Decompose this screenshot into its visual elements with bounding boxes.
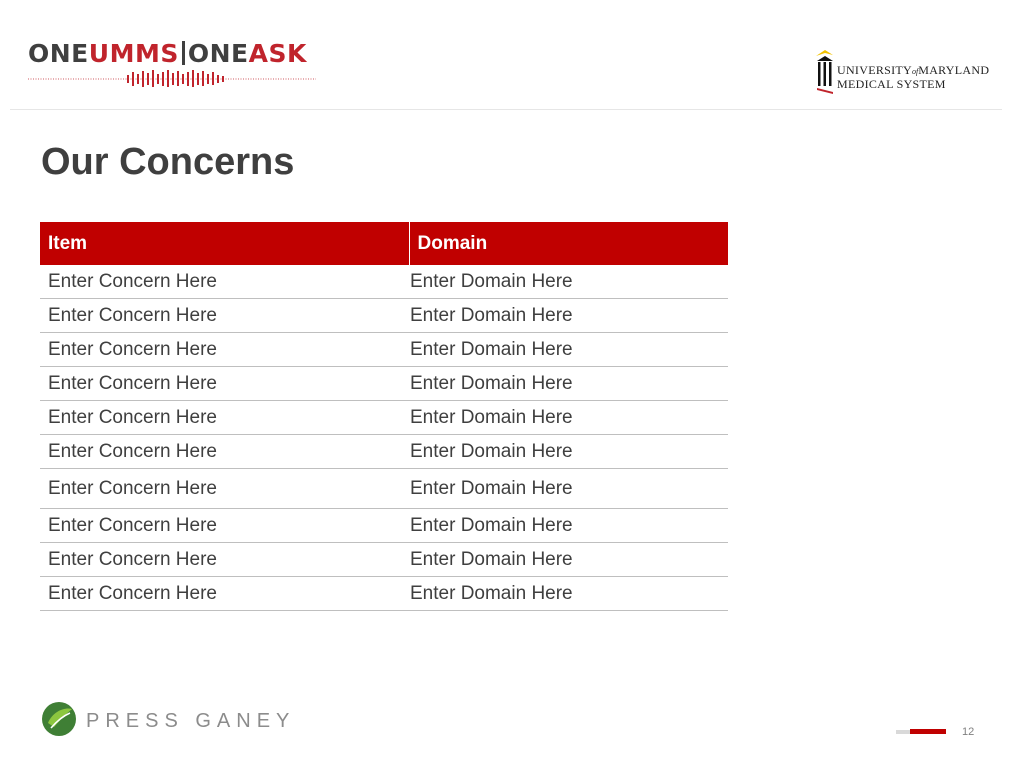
umms-wordmark [837,64,989,90]
domain-cell[interactable]: Enter Domain Here [409,367,728,401]
table-row [40,543,728,577]
domain-cell[interactable]: Enter Domain Here [409,577,728,611]
press-ganey-leaf-icon [41,701,77,737]
pager-track [896,730,910,734]
table-row [40,367,728,401]
domain-cell[interactable]: Enter Domain Here [409,435,728,469]
sound-wave-icon [28,69,316,87]
concern-cell[interactable]: Enter Concern Here [40,469,409,509]
concern-cell[interactable]: Enter Concern Here [40,265,409,299]
domain-cell[interactable]: Enter Domain Here [409,509,728,543]
header-divider [10,109,1002,110]
domain-cell[interactable]: Enter Domain Here [409,469,728,509]
logo-separator [182,41,185,65]
table-row [40,509,728,543]
domain-cell[interactable]: Enter Domain Here [409,543,728,577]
table-row [40,435,728,469]
table-row [40,469,728,509]
domain-cell[interactable]: Enter Domain Here [409,265,728,299]
oneumms-oneask-logo [28,40,307,68]
concern-cell[interactable]: Enter Concern Here [40,543,409,577]
logo-part-one: ONE [28,39,89,68]
domain-cell[interactable]: Enter Domain Here [409,401,728,435]
concerns-table [40,222,728,611]
concern-cell[interactable]: Enter Concern Here [40,333,409,367]
page-number: 12 [962,726,975,738]
umms-of: of [912,67,919,76]
logo-part-one-second: ONE [187,39,249,68]
logo-part-ask: ASK [248,39,307,68]
table-row [40,265,728,299]
umms-tower-icon [815,50,835,94]
logo-part-umms: UMMS [88,39,179,68]
table-header-row [40,222,728,265]
table-row [40,577,728,611]
concern-cell[interactable]: Enter Concern Here [40,367,409,401]
domain-cell[interactable]: Enter Domain Here [409,333,728,367]
pager-progress [910,729,946,734]
concern-cell[interactable]: Enter Concern Here [40,435,409,469]
header-domain: Domain [409,222,728,265]
table-row [40,333,728,367]
umms-line-2: MEDICAL SYSTEM [837,77,946,91]
slide-title: Our Concerns [41,141,295,183]
concern-cell[interactable]: Enter Concern Here [40,509,409,543]
umms-line-1 [837,64,989,78]
header-item: Item [40,222,409,265]
domain-cell[interactable]: Enter Domain Here [409,299,728,333]
umms-maryland: MARYLAND [918,63,990,77]
table-row [40,401,728,435]
umms-university: UNIVERSITY [837,63,912,77]
table-row [40,299,728,333]
press-ganey-brand: PRESS GANEY [86,710,296,732]
concern-cell[interactable]: Enter Concern Here [40,299,409,333]
concern-cell[interactable]: Enter Concern Here [40,401,409,435]
concern-cell[interactable]: Enter Concern Here [40,577,409,611]
